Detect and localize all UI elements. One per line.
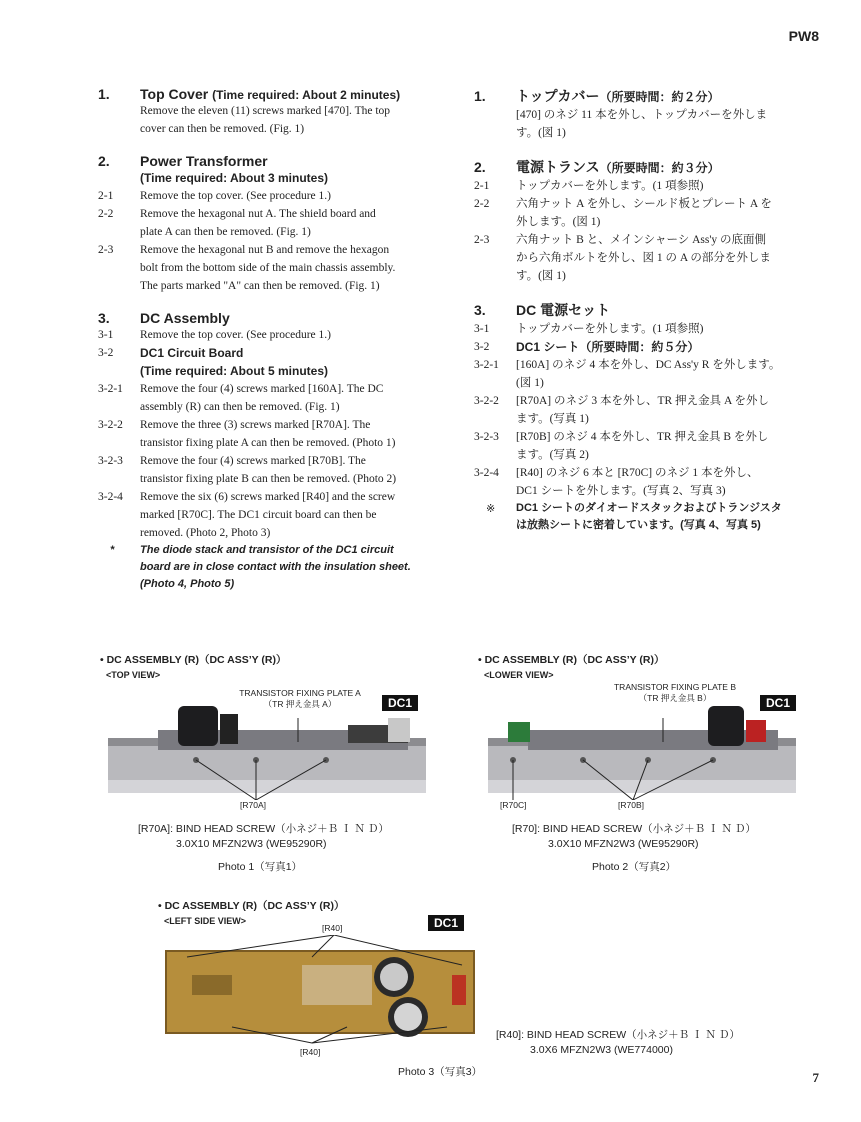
note-mark: ※ xyxy=(486,503,496,515)
section-number: 2. xyxy=(474,159,486,175)
screw-label-r70b: [R70B] xyxy=(618,800,644,810)
time-required: (Time required: About 5 minutes) xyxy=(140,364,329,378)
screw-label-r70c: [R70C] xyxy=(500,800,527,810)
step-line xyxy=(474,374,814,392)
photo1-image xyxy=(108,700,428,800)
step-number: 2-1 xyxy=(474,180,490,192)
step-text: marked [R70C]. The DC1 circuit board can then be xyxy=(140,509,377,521)
step-number: 3-2-4 xyxy=(98,491,123,503)
step-text: Remove the six (6) screws marked [R40] and the screw xyxy=(140,491,396,503)
step-line xyxy=(98,524,428,542)
photo3-caption-1: [R40]: BIND HEAD SCREW（小ネジ＋Ｂ Ｉ Ｎ Ｄ） xyxy=(496,1029,740,1041)
note-mark: * xyxy=(110,544,115,556)
subsection-title: DC1 シート（所要時間：約５分） xyxy=(516,340,700,354)
text-line: す。(図 1) xyxy=(516,127,566,139)
photo2-caption-1: [R70]: BIND HEAD SCREW（小ネジ＋Ｂ Ｉ Ｎ Ｄ） xyxy=(512,823,756,835)
english-column xyxy=(98,86,428,608)
step-number: 3-2-4 xyxy=(474,467,499,479)
step-text: 六角ナット B と、メインシャーシ Ass'y の底面側 xyxy=(516,234,767,246)
step-number: 2-2 xyxy=(98,208,114,220)
note-text: The diode stack and transistor of the DC1 circuit board are in close contact with the insulation sheet. (Photo 4, Photo 5) xyxy=(140,544,411,590)
subsection-title: DC1 Circuit Board xyxy=(140,346,244,360)
step-text: [R40] のネジ 6 本と [R70C] のネジ 1 本を外し、 xyxy=(516,467,759,479)
step-text: Remove the four (4) screws marked [R70B]. The xyxy=(140,455,366,467)
step-line xyxy=(98,470,428,488)
step-text: Remove the top cover. (See procedure 1.) xyxy=(140,190,331,202)
note-text: DC1 シートのダイオードスタックおよびトランジスタ は放熱シートに密着しています。(写真 4、写真 5) xyxy=(516,502,782,531)
step-text: transistor fixing plate A can then be removed. (Photo 1) xyxy=(140,437,396,449)
photo1-caption-1: [R70A]: BIND HEAD SCREW（小ネジ＋Ｂ Ｉ Ｎ Ｄ） xyxy=(138,823,389,835)
step-line xyxy=(474,392,814,410)
step-number: 2-2 xyxy=(474,198,490,210)
photo2-view: <LOWER VIEW> xyxy=(484,670,554,680)
dc1-badge: DC1 xyxy=(760,695,796,711)
section-power-transformer-jp xyxy=(474,157,814,285)
step-number: 3-2 xyxy=(474,341,490,353)
section-number: 3. xyxy=(98,310,110,326)
section-title: DC 電源セット xyxy=(516,302,611,318)
step-number xyxy=(474,267,516,285)
step-text: [R70A] のネジ 3 本を外し、TR 押え金具 A を外し xyxy=(516,395,769,407)
page-number: 7 xyxy=(812,1070,819,1085)
step-number xyxy=(98,277,140,295)
step-number xyxy=(474,249,516,267)
text-line: cover can then be removed. (Fig. 1) xyxy=(140,123,305,135)
step-text: bolt from the bottom side of the main chassis assembly. xyxy=(140,262,396,274)
photo3-caption-2: 3.0X6 MFZN2W3 (WE774000) xyxy=(530,1044,673,1056)
photo1-view: <TOP VIEW> xyxy=(106,670,161,680)
step-text: トップカバーを外します。(1 項参照) xyxy=(516,180,704,192)
step-number: 2-1 xyxy=(98,190,114,202)
step-line xyxy=(98,506,428,524)
step-text: transistor fixing plate B can then be removed. (Photo 2) xyxy=(140,473,397,485)
step-line xyxy=(474,464,814,482)
section-number: 1. xyxy=(98,86,110,102)
step-text: ます。(写真 2) xyxy=(516,449,589,461)
section-number: 1. xyxy=(474,88,486,104)
step-line xyxy=(474,249,814,267)
step-text: [R70B] のネジ 4 本を外し、TR 押え金具 B を外し xyxy=(516,431,769,443)
step-line xyxy=(98,326,428,344)
photo3-image xyxy=(162,935,480,1045)
step-text: 六角ナット A を外し、シールド板とプレート A を xyxy=(516,198,772,210)
step-line xyxy=(98,398,428,416)
step-number xyxy=(98,524,140,542)
dc1-badge: DC1 xyxy=(428,915,464,931)
step-text: Remove the hexagonal nut A. The shield board and xyxy=(140,208,376,220)
step-number xyxy=(98,470,140,488)
step-line xyxy=(98,205,428,223)
step-line xyxy=(474,177,814,195)
step-text: assembly (R) can then be removed. (Fig. 1) xyxy=(140,401,340,413)
step-line xyxy=(474,428,814,446)
screw-label-r40-bottom: [R40] xyxy=(300,1047,321,1057)
step-text: Remove the top cover. (See procedure 1.) xyxy=(140,329,331,341)
step-number: 3-2-3 xyxy=(474,431,499,443)
step-text: ます。(写真 1) xyxy=(516,413,589,425)
step-line xyxy=(98,488,428,506)
step-line xyxy=(98,416,428,434)
section-dc-assembly-jp xyxy=(474,300,814,534)
section-title: Top Cover (Time required: About 2 minutes) xyxy=(140,86,401,102)
section-title: トップカバー（所要時間：約２分） xyxy=(516,88,720,104)
photo3-title: • DC ASSEMBLY (R)（DC ASS’Y (R)） xyxy=(158,900,345,912)
step-text: Remove the three (3) screws marked [R70A]. The xyxy=(140,419,371,431)
step-line xyxy=(98,452,428,470)
photo2-image xyxy=(488,700,798,800)
step-number xyxy=(474,213,516,231)
screw-label-r40-top: [R40] xyxy=(322,923,343,933)
section-top-cover-jp xyxy=(474,86,814,142)
step-text: The parts marked "A" can then be removed. (Fig. 1) xyxy=(140,280,380,292)
step-text: トップカバーを外します。(1 項参照) xyxy=(516,323,704,335)
step-line xyxy=(98,277,428,295)
photo1-title: • DC ASSEMBLY (R)（DC ASS’Y (R)） xyxy=(100,654,287,666)
step-line xyxy=(98,434,428,452)
step-number: 3-2-1 xyxy=(474,359,499,371)
section-title: Power Transformer xyxy=(140,153,268,169)
step-number xyxy=(474,374,516,392)
section-dc-assembly xyxy=(98,310,428,593)
step-text: 外します。(図 1) xyxy=(516,216,601,228)
step-text: す。(図 1) xyxy=(516,270,566,282)
step-number: 2-3 xyxy=(474,234,490,246)
step-line xyxy=(98,187,428,205)
step-line xyxy=(474,446,814,464)
step-line xyxy=(474,320,814,338)
step-text: removed. (Photo 2, Photo 3) xyxy=(140,527,271,539)
screw-label-r70a: [R70A] xyxy=(240,800,266,810)
photo3-view: <LEFT SIDE VIEW> xyxy=(164,916,247,926)
model-code: PW8 xyxy=(788,28,819,44)
step-text: Remove the four (4) screws marked [160A]. The DC xyxy=(140,383,384,395)
step-line xyxy=(98,241,428,259)
time-required: (Time required: About 3 minutes) xyxy=(140,171,329,185)
step-number xyxy=(98,398,140,416)
section-title: DC Assembly xyxy=(140,310,230,326)
step-number xyxy=(98,223,140,241)
photo1-plate-label: TRANSISTOR FIXING PLATE A （TR 押え金具 A） xyxy=(239,688,361,709)
photo2-plate-label: TRANSISTOR FIXING PLATE B （TR 押え金具 B） xyxy=(613,682,736,703)
step-line xyxy=(474,213,814,231)
step-line xyxy=(474,195,814,213)
japanese-column xyxy=(474,86,814,549)
step-text: Remove the hexagonal nut B and remove the hexagon xyxy=(140,244,390,256)
photo2-title: • DC ASSEMBLY (R)（DC ASS’Y (R)） xyxy=(478,654,665,666)
section-top-cover xyxy=(98,86,428,138)
step-text: (図 1) xyxy=(516,377,544,389)
step-number: 3-1 xyxy=(474,323,490,335)
section-number: 2. xyxy=(98,153,110,169)
text-line: [470] のネジ 11 本を外し、トップカバーを外しま xyxy=(516,109,768,121)
text-line: Remove the eleven (11) screws marked [470]. The top xyxy=(140,105,391,117)
photo1-caption-2: 3.0X10 MFZN2W3 (WE95290R) xyxy=(176,838,327,850)
step-number xyxy=(98,434,140,452)
step-text: から六角ボルトを外し、図 1 の A の部分を外しま xyxy=(516,252,771,264)
step-line xyxy=(474,410,814,428)
step-number: 3-2-2 xyxy=(474,395,499,407)
step-line xyxy=(98,380,428,398)
section-number: 3. xyxy=(474,302,486,318)
photo2-label: Photo 2（写真2） xyxy=(592,861,677,873)
step-number: 3-2-2 xyxy=(98,419,123,431)
step-text: DC1 シートを外します。(写真 2、写真 3) xyxy=(516,485,726,497)
step-number xyxy=(98,259,140,277)
photo1-label: Photo 1（写真1） xyxy=(218,861,303,873)
step-number xyxy=(474,482,516,500)
step-line xyxy=(474,267,814,285)
step-number: 3-1 xyxy=(98,329,114,341)
section-power-transformer xyxy=(98,153,428,295)
photo2-caption-2: 3.0X10 MFZN2W3 (WE95290R) xyxy=(548,838,699,850)
step-line xyxy=(98,223,428,241)
step-line xyxy=(474,231,814,249)
step-number: 3-2-3 xyxy=(98,455,123,467)
step-number xyxy=(474,410,516,428)
step-line xyxy=(98,259,428,277)
step-number: 2-3 xyxy=(98,244,114,256)
step-text: [160A] のネジ 4 本を外し、DC Ass'y R を外します。 xyxy=(516,359,781,371)
step-number xyxy=(474,446,516,464)
dc1-badge: DC1 xyxy=(382,695,418,711)
section-title: 電源トランス（所要時間：約３分） xyxy=(516,159,720,175)
photo3-label: Photo 3（写真3） xyxy=(398,1066,483,1078)
step-line xyxy=(474,356,814,374)
step-number: 3-2 xyxy=(98,347,114,359)
step-number: 3-2-1 xyxy=(98,383,123,395)
step-number xyxy=(98,506,140,524)
step-text: plate A can then be removed. (Fig. 1) xyxy=(140,226,311,238)
step-line xyxy=(474,482,814,500)
